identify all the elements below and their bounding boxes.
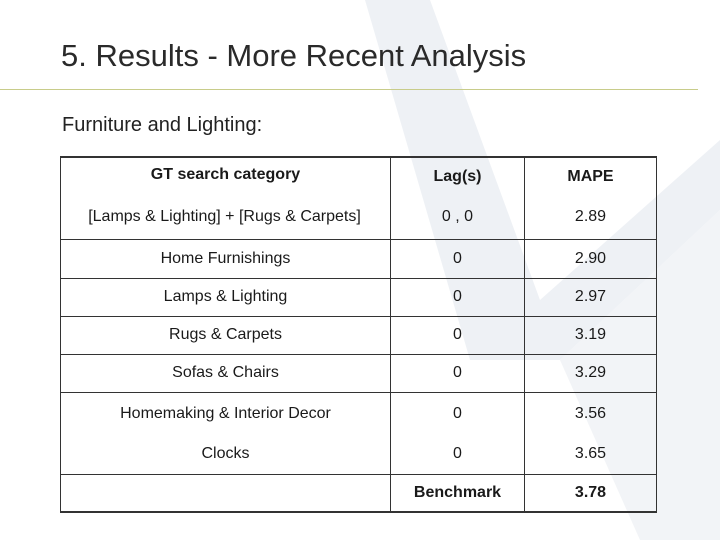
table-row bbox=[61, 195, 657, 239]
cell-mape: 3.56 bbox=[525, 392, 657, 435]
table-row bbox=[61, 239, 657, 278]
cell-lag: 0 bbox=[391, 435, 525, 474]
cell-lag: 0 bbox=[391, 239, 525, 278]
table-row bbox=[61, 435, 657, 474]
cell-category: Clocks bbox=[61, 435, 391, 474]
table-row bbox=[61, 278, 657, 316]
header-lag: Lag(s) bbox=[391, 157, 525, 195]
cell-benchmark-mape: 3.78 bbox=[525, 474, 657, 512]
cell-lag: 0 bbox=[391, 354, 525, 392]
section-subtitle: Furniture and Lighting: bbox=[62, 114, 263, 136]
cell-lag: 0 bbox=[391, 278, 525, 316]
table-row bbox=[61, 392, 657, 435]
table-header-row bbox=[61, 157, 657, 195]
cell-category: Homemaking & Interior Decor bbox=[61, 392, 391, 435]
title-divider bbox=[0, 89, 698, 90]
cell-mape: 2.90 bbox=[525, 239, 657, 278]
cell-category: Lamps & Lighting bbox=[61, 278, 391, 316]
table-row bbox=[61, 354, 657, 392]
cell-benchmark-label: Benchmark bbox=[391, 474, 525, 512]
cell-lag: 0 , 0 bbox=[391, 195, 525, 239]
cell-category: Home Furnishings bbox=[61, 239, 391, 278]
header-mape: MAPE bbox=[525, 157, 657, 195]
cell-mape: 3.65 bbox=[525, 435, 657, 474]
cell-mape: 2.97 bbox=[525, 278, 657, 316]
cell-category: Sofas & Chairs bbox=[61, 354, 391, 392]
cell-lag: 0 bbox=[391, 316, 525, 354]
cell-mape: 3.29 bbox=[525, 354, 657, 392]
benchmark-row bbox=[61, 474, 657, 512]
results-table bbox=[60, 156, 657, 513]
header-category: GT search category bbox=[61, 157, 391, 195]
slide-title: 5. Results - More Recent Analysis bbox=[61, 38, 527, 73]
cell-category-text: [Lamps & Lighting] + [Rugs & Carpets] bbox=[88, 207, 361, 225]
cell-benchmark-empty bbox=[61, 474, 391, 512]
cell-lag: 0 bbox=[391, 392, 525, 435]
cell-category bbox=[61, 195, 391, 239]
cell-mape: 2.89 bbox=[525, 195, 657, 239]
cell-category: Rugs & Carpets bbox=[61, 316, 391, 354]
table-row bbox=[61, 316, 657, 354]
cell-mape: 3.19 bbox=[525, 316, 657, 354]
